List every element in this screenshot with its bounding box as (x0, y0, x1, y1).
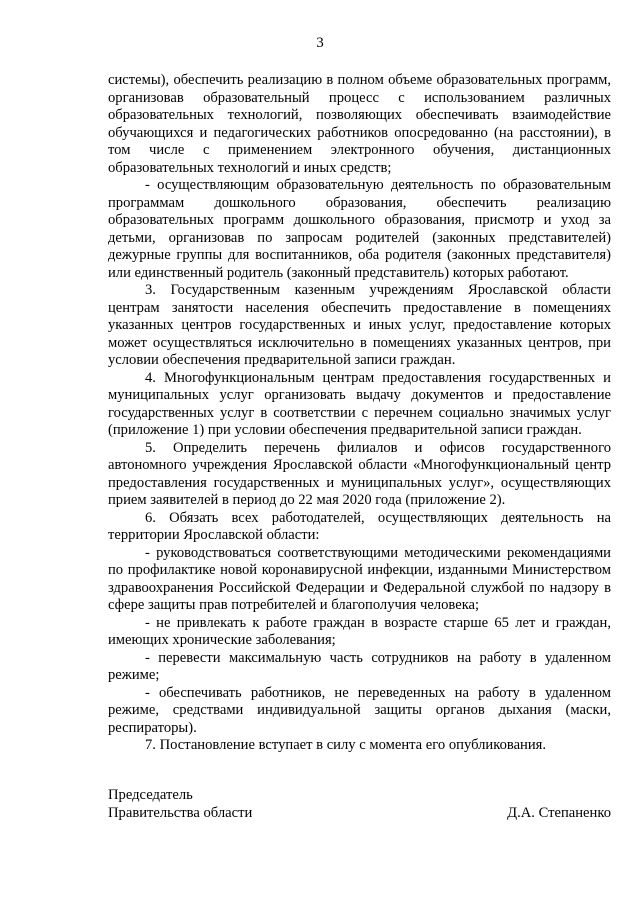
signature-block (108, 786, 611, 822)
signature-name: Д.А. Степаненко (507, 805, 611, 821)
signature-title-line1: Председатель (108, 787, 193, 803)
document-body (108, 72, 611, 755)
paragraph-item-3: 3. Государственным казенным учреждениям Ярославской области центрам занятости населения обеспечить предоставление в помещениях указанных центров государственных и иных услуг, предоставление которых может осуществляться исключительно в помещениях указанных центров, при условии обеспечения предварительной записи граждан. (108, 282, 611, 368)
paragraph-continuation: системы), обеспечить реализацию в полном объеме образовательных программ, организовав образовательный процесс с использованием различных образовательных технологий, позволяющих обеспечивать взаимодействие обучающихся и педагогических работников опосредованно (на расстоянии), в том числе с применением электронного обучения, дистанционных образовательных технологий и иных средств; (108, 72, 611, 176)
paragraph-item-6-ppe: - обеспечивать работников, не переведенных на работу в удаленном режиме, средствами индивидуальной защиты органов дыхания (маски, респираторы). (108, 684, 611, 736)
paragraph-item-7: 7. Постановление вступает в силу с момента его опубликования. (145, 737, 547, 753)
page-number: 3 (316, 35, 324, 51)
signature-row (108, 804, 611, 822)
paragraph-item-6-age: - не привлекать к работе граждан в возрасте старше 65 лет и граждан, имеющих хронические заболевания; (108, 614, 611, 648)
paragraph-item-5: 5. Определить перечень филиалов и офисов государственного автономного учреждения Ярославской области «Многофункциональный центр предоставления государственных и муниципальных услуг», осуществляющих прием заявителей в период до 22 мая 2020 года (приложение 2). (108, 439, 611, 508)
paragraph-item-6-remote: - перевести максимальную часть сотрудников на работу в удаленном режиме; (108, 649, 611, 683)
paragraph-preschool: - осуществляющим образовательную деятельность по образовательным программам дошкольного образования, обеспечить реализацию образовательных программ дошкольного образования, присмотр и уход за детьми, организовав по запросам родителей (законных представителей) дежурные группы для воспитанников, оба родителя (законных представителя) или единственный родитель (законный представитель) которых работают. (108, 177, 611, 281)
signature-title-line2: Правительства области (108, 805, 253, 821)
paragraph-item-6-recommendations: - руководствоваться соответствующими методическими рекомендациями по профилактике новой коронавирусной инфекции, изданными Министерством здравоохранения Российской Федерации и Федеральной службой по надзору в сфере защиты прав потребителей и благополучия человека; (108, 544, 611, 613)
paragraph-item-6: 6. Обязать всех работодателей, осуществляющих деятельность на территории Ярославской области: (108, 509, 611, 543)
paragraph-item-4: 4. Многофункциональным центрам предоставления государственных и муниципальных услуг организовать выдачу документов и предоставление государственных услуг в соответствии с перечнем социально значимых услуг (приложение 1) при условии обеспечения предварительной записи граждан. (108, 369, 611, 438)
